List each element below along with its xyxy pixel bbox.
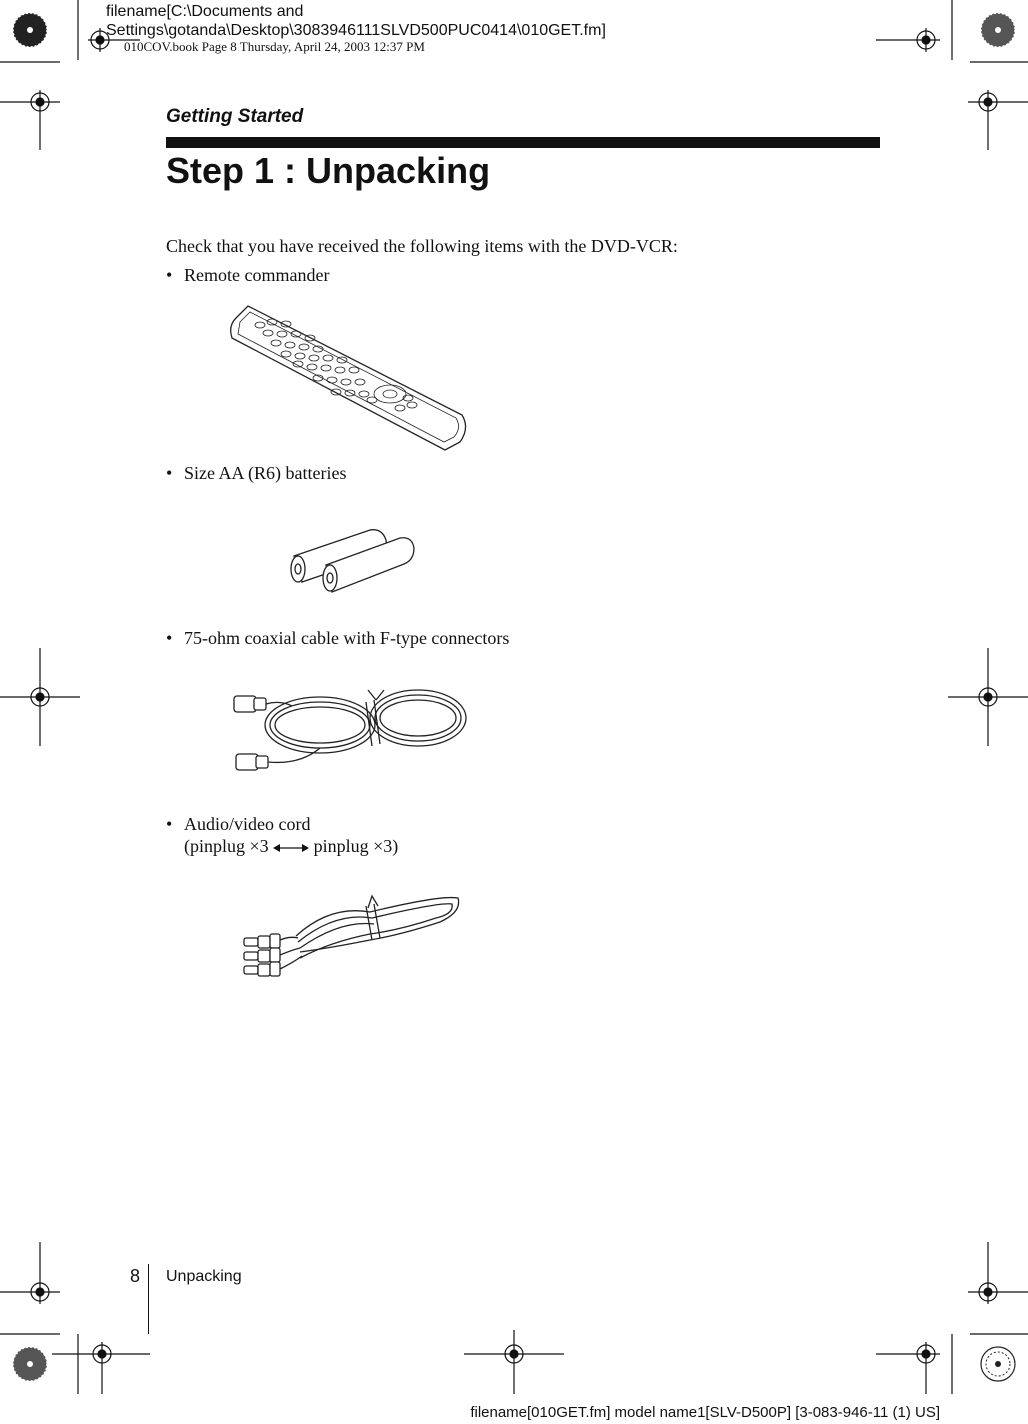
item-label: Remote commander xyxy=(184,265,330,285)
crosshair-mark xyxy=(876,1342,940,1394)
item-label: 75-ohm coaxial cable with F-type connectors xyxy=(184,628,510,648)
list-item: • Remote commander xyxy=(166,265,330,285)
item-sublabel-right: pinplug ×3) xyxy=(313,836,399,856)
footer-section-label: Unpacking xyxy=(166,1268,242,1285)
crosshair-mark xyxy=(968,1242,1028,1304)
intro-text: Check that you have received the following items with the DVD-VCR: xyxy=(166,236,678,256)
footer-divider xyxy=(148,1264,149,1334)
crosshair-mark xyxy=(0,90,60,150)
crosshair-mark xyxy=(52,1342,150,1394)
list-item: • Size AA (R6) batteries xyxy=(166,463,347,483)
item-label: Audio/video cord xyxy=(184,814,311,834)
double-arrow-icon xyxy=(273,843,309,853)
footer-filename: filename[010GET.fm] model name1[SLV-D500P] [3-083-946-11 (1) US] xyxy=(470,1404,940,1421)
header-filename-line2: Settings\gotanda\Desktop\3083946111SLVD500PUC0414\010GET.fm] xyxy=(106,22,606,39)
crosshair-mark xyxy=(876,28,940,52)
starburst-mark-br xyxy=(981,1347,1015,1381)
crosshair-mark xyxy=(464,1330,564,1394)
crosshair-mark xyxy=(0,1242,60,1304)
page-number: 8 xyxy=(130,1266,141,1286)
header-filename xyxy=(106,2,606,40)
header-filename-line1: filename[C:\Documents and xyxy=(106,3,304,20)
item-label: Size AA (R6) batteries xyxy=(184,463,347,483)
crosshair-mark xyxy=(948,648,1028,746)
page-title: Step 1 : Unpacking xyxy=(166,150,491,191)
crosshair-marks xyxy=(0,28,1028,1394)
starburst-mark-tr xyxy=(981,13,1015,47)
starburst-mark-bl xyxy=(13,1347,47,1381)
item-sublabel-left: (pinplug ×3 xyxy=(184,836,269,856)
list-item: • Audio/video cord (pinplug ×3 pinplug ×3) xyxy=(166,814,399,856)
title-rule xyxy=(166,137,880,148)
list-item: • 75-ohm coaxial cable with F-type connectors xyxy=(166,628,510,648)
crosshair-mark xyxy=(968,90,1028,150)
crosshair-mark xyxy=(0,648,80,746)
book-info: 010COV.book Page 8 Thursday, April 24, 2003 12:37 PM xyxy=(124,39,425,54)
section-label: Getting Started xyxy=(166,106,304,127)
starburst-mark-tl xyxy=(13,13,47,47)
